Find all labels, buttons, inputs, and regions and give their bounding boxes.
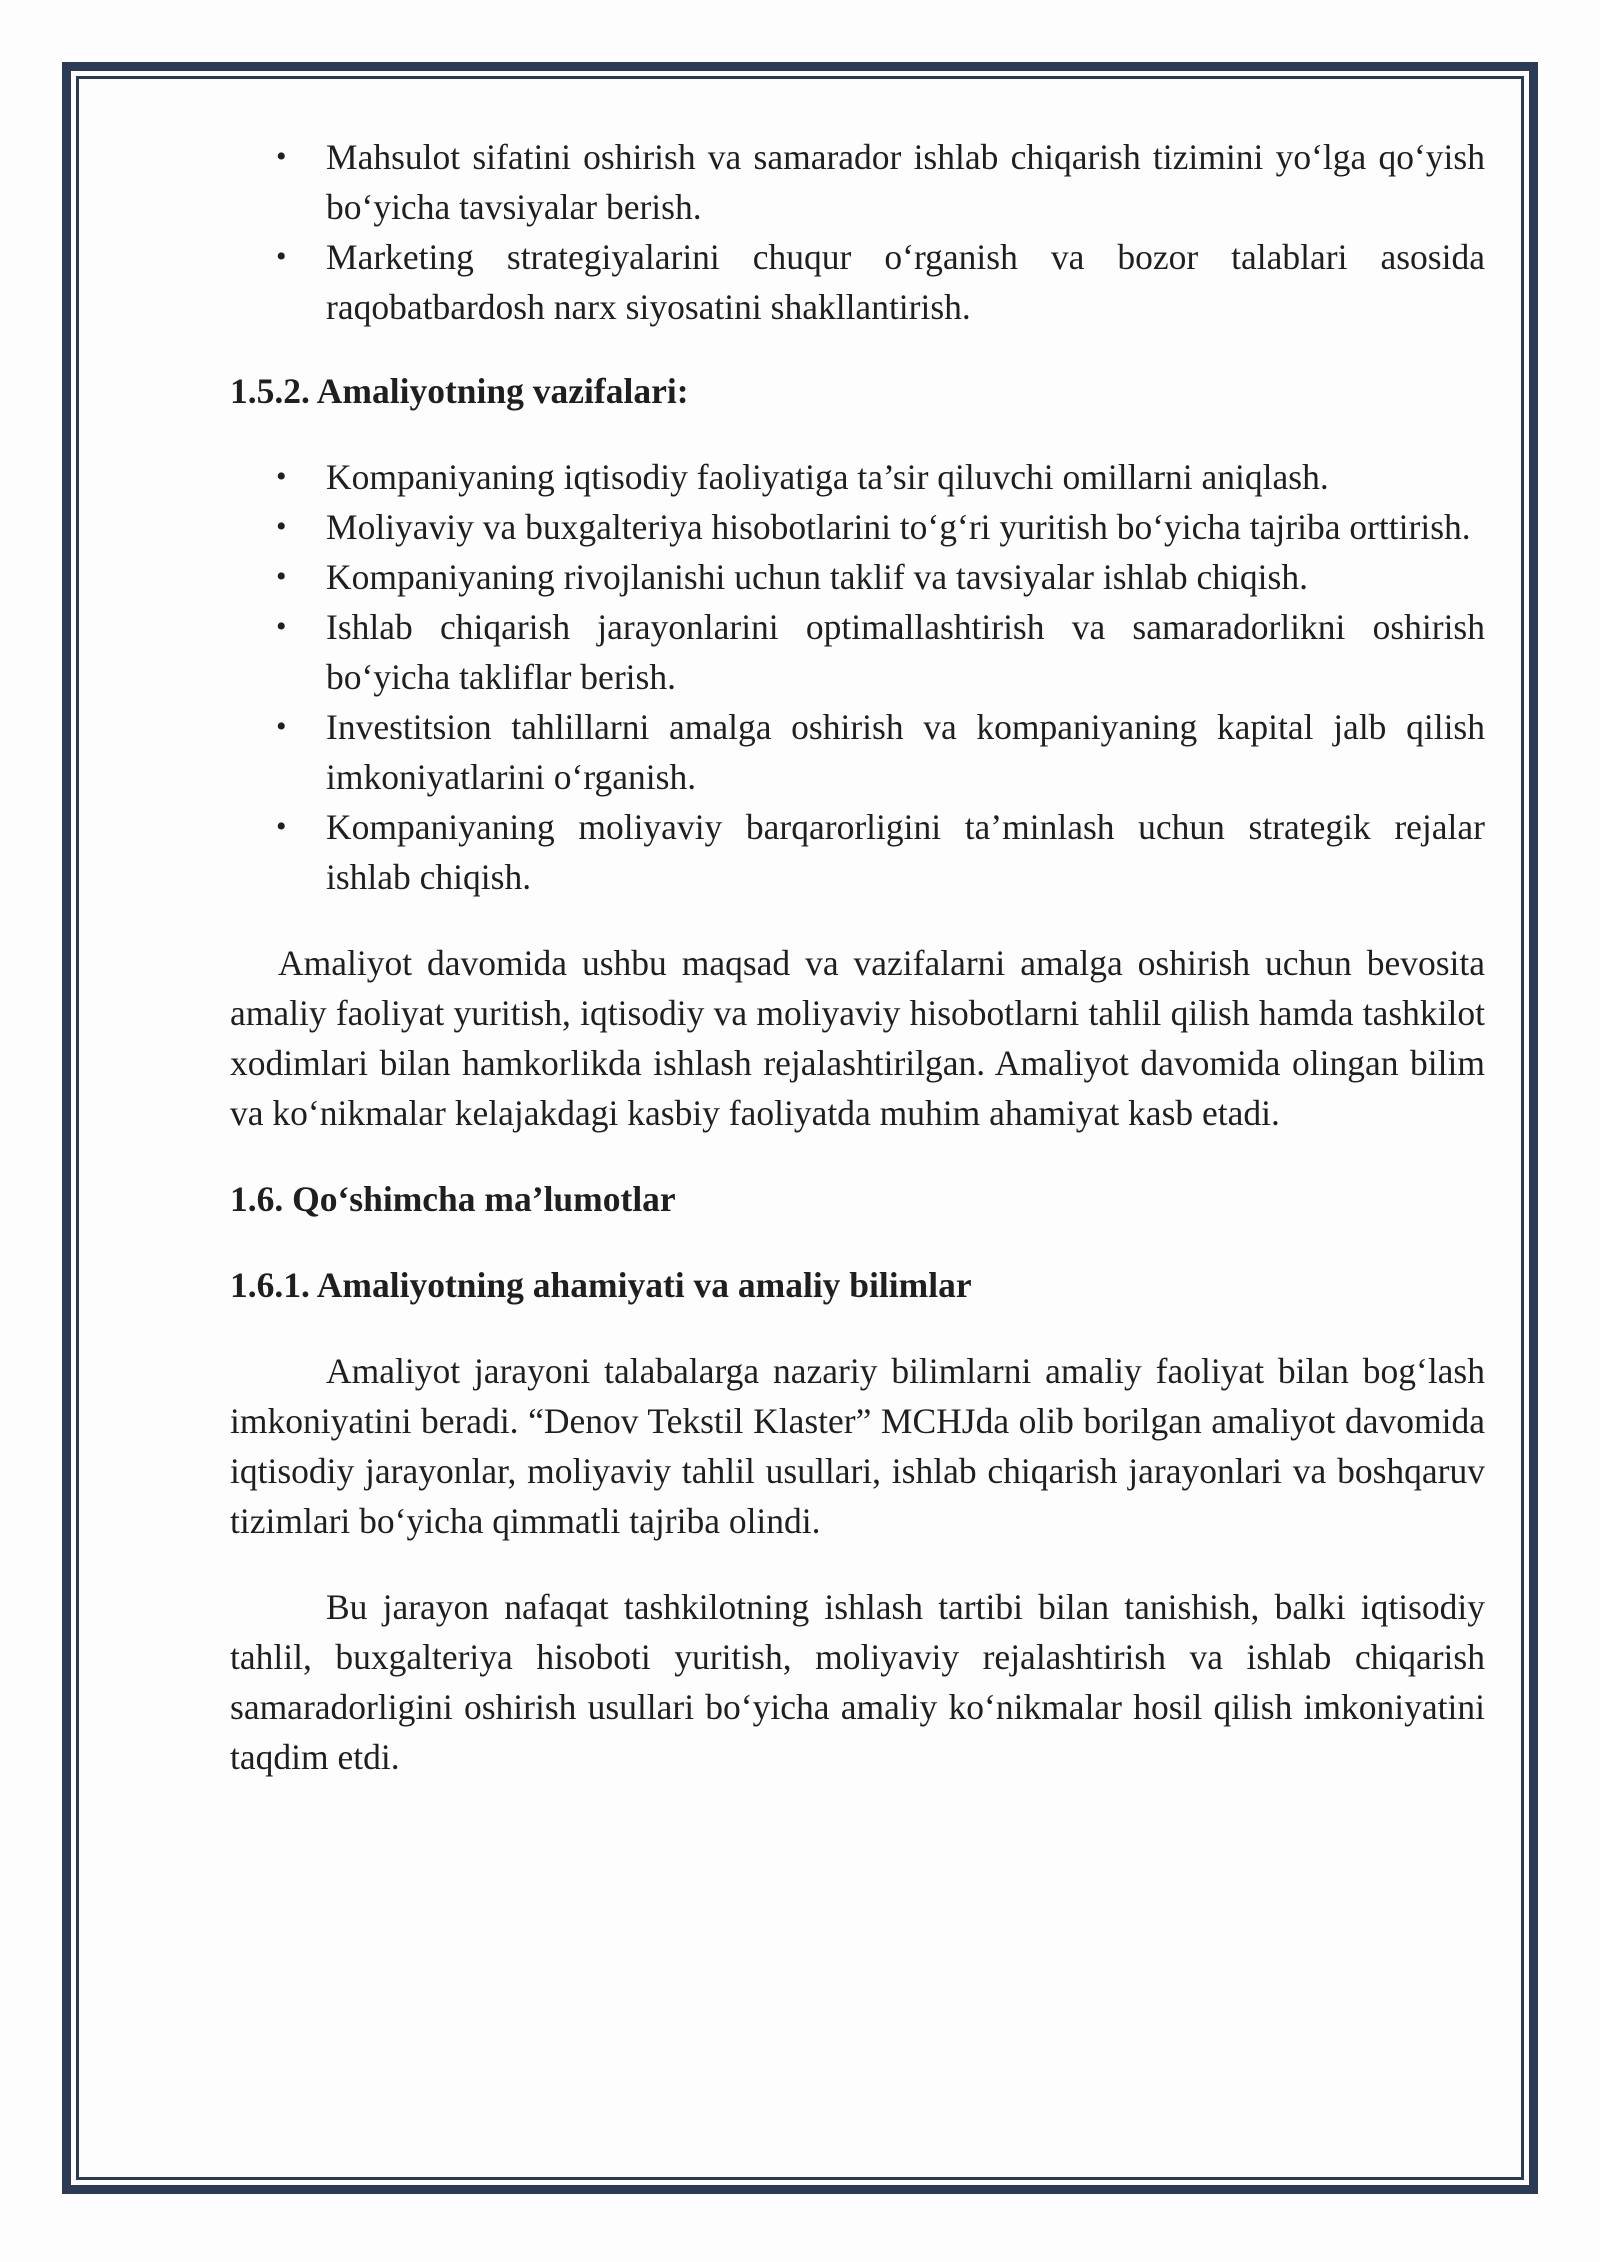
- paragraph-importance: Amaliyot jarayoni talabalarga nazariy bilimlarni amaliy faoliyat bilan bog‘lash imkoniyatini beradi. “Denov Tekstil Klaster” MCHJda olib borilgan amaliyot davomida iqtisodiy jarayonlar, moliyaviy tahlil usullari, ishlab chiqarish jarayonlari va boshqaruv tizimlari bo‘yicha qimmatli tajriba olindi.: [230, 1351, 1485, 1541]
- list-item: [230, 452, 1485, 502]
- list-item-text: Investitsion tahlillarni amalga oshirish va kompaniyaning kapital jalb qilish imkoniyatlarini o‘rganish.: [326, 707, 1485, 797]
- section-heading-1-6-1: 1.6.1. Amaliyotning ahamiyati va amaliy bilimlar: [230, 1265, 972, 1305]
- list-item: [230, 132, 1485, 232]
- list-item-text: Moliyaviy va buxgalteriya hisobotlarini to‘g‘ri yuritish bo‘yicha tajriba orttirish.: [326, 507, 1471, 547]
- bullet-icon: •: [276, 510, 287, 543]
- list-item: [230, 702, 1485, 802]
- bullet-icon: •: [276, 810, 287, 843]
- list-item-text: Kompaniyaning rivojlanishi uchun taklif va tavsiyalar ishlab chiqish.: [326, 557, 1308, 597]
- section-heading-1-6: 1.6. Qo‘shimcha ma’lumotlar: [230, 1179, 676, 1219]
- goals-list: [230, 132, 1485, 332]
- list-item-text: Kompaniyaning iqtisodiy faoliyatiga ta’sir qiluvchi omillarni aniqlash.: [326, 457, 1329, 497]
- bullet-icon: •: [276, 560, 287, 593]
- list-item: [230, 502, 1485, 552]
- list-item-text: Marketing strategiyalarini chuqur o‘rganish va bozor talablari asosida raqobatbardosh narx siyosatini shakllantirish.: [326, 237, 1485, 327]
- bullet-icon: •: [276, 240, 287, 273]
- paragraph-summary: Amaliyot davomida ushbu maqsad va vazifalarni amalga oshirish uchun bevosita amaliy faoliyat yuritish, iqtisodiy va moliyaviy hisobotlarni tahlil qilish hamda tashkilot xodimlari bilan hamkorlikda ishlash rejalashtirilgan. Amaliyot davomida olingan bilim va ko‘nikmalar kelajakdagi kasbiy faoliyatda muhim ahamiyat kasb etadi.: [230, 943, 1485, 1133]
- bullet-icon: •: [276, 460, 287, 493]
- bullet-icon: •: [276, 140, 287, 173]
- list-item: [230, 552, 1485, 602]
- list-item-text: Ishlab chiqarish jarayonlarini optimallashtirish va samaradorlikni oshirish bo‘yicha takliflar berish.: [326, 607, 1485, 697]
- list-item-text: Mahsulot sifatini oshirish va samarador ishlab chiqarish tizimini yo‘lga qo‘yish bo‘yicha tavsiyalar berish.: [326, 137, 1485, 227]
- bullet-icon: •: [276, 710, 287, 743]
- list-item: [230, 802, 1485, 902]
- tasks-list: [230, 452, 1485, 902]
- list-item-text: Kompaniyaning moliyaviy barqarorligini ta’minlash uchun strategik rejalar ishlab chiqish.: [326, 807, 1485, 897]
- bullet-icon: •: [276, 610, 287, 643]
- section-heading-1-5-2: 1.5.2. Amaliyotning vazifalari:: [230, 371, 689, 411]
- paragraph-skills: Bu jarayon nafaqat tashkilotning ishlash tartibi bilan tanishish, balki iqtisodiy tahlil, buxgalteriya hisoboti yuritish, moliyaviy rejalashtirish va ishlab chiqarish samaradorligini oshirish usullari bo‘yicha amaliy ko‘nikmalar hosil qilish imkoniyatini taqdim etdi.: [230, 1587, 1485, 1777]
- list-item: [230, 602, 1485, 702]
- list-item: [230, 232, 1485, 332]
- document-body: [230, 132, 1485, 1782]
